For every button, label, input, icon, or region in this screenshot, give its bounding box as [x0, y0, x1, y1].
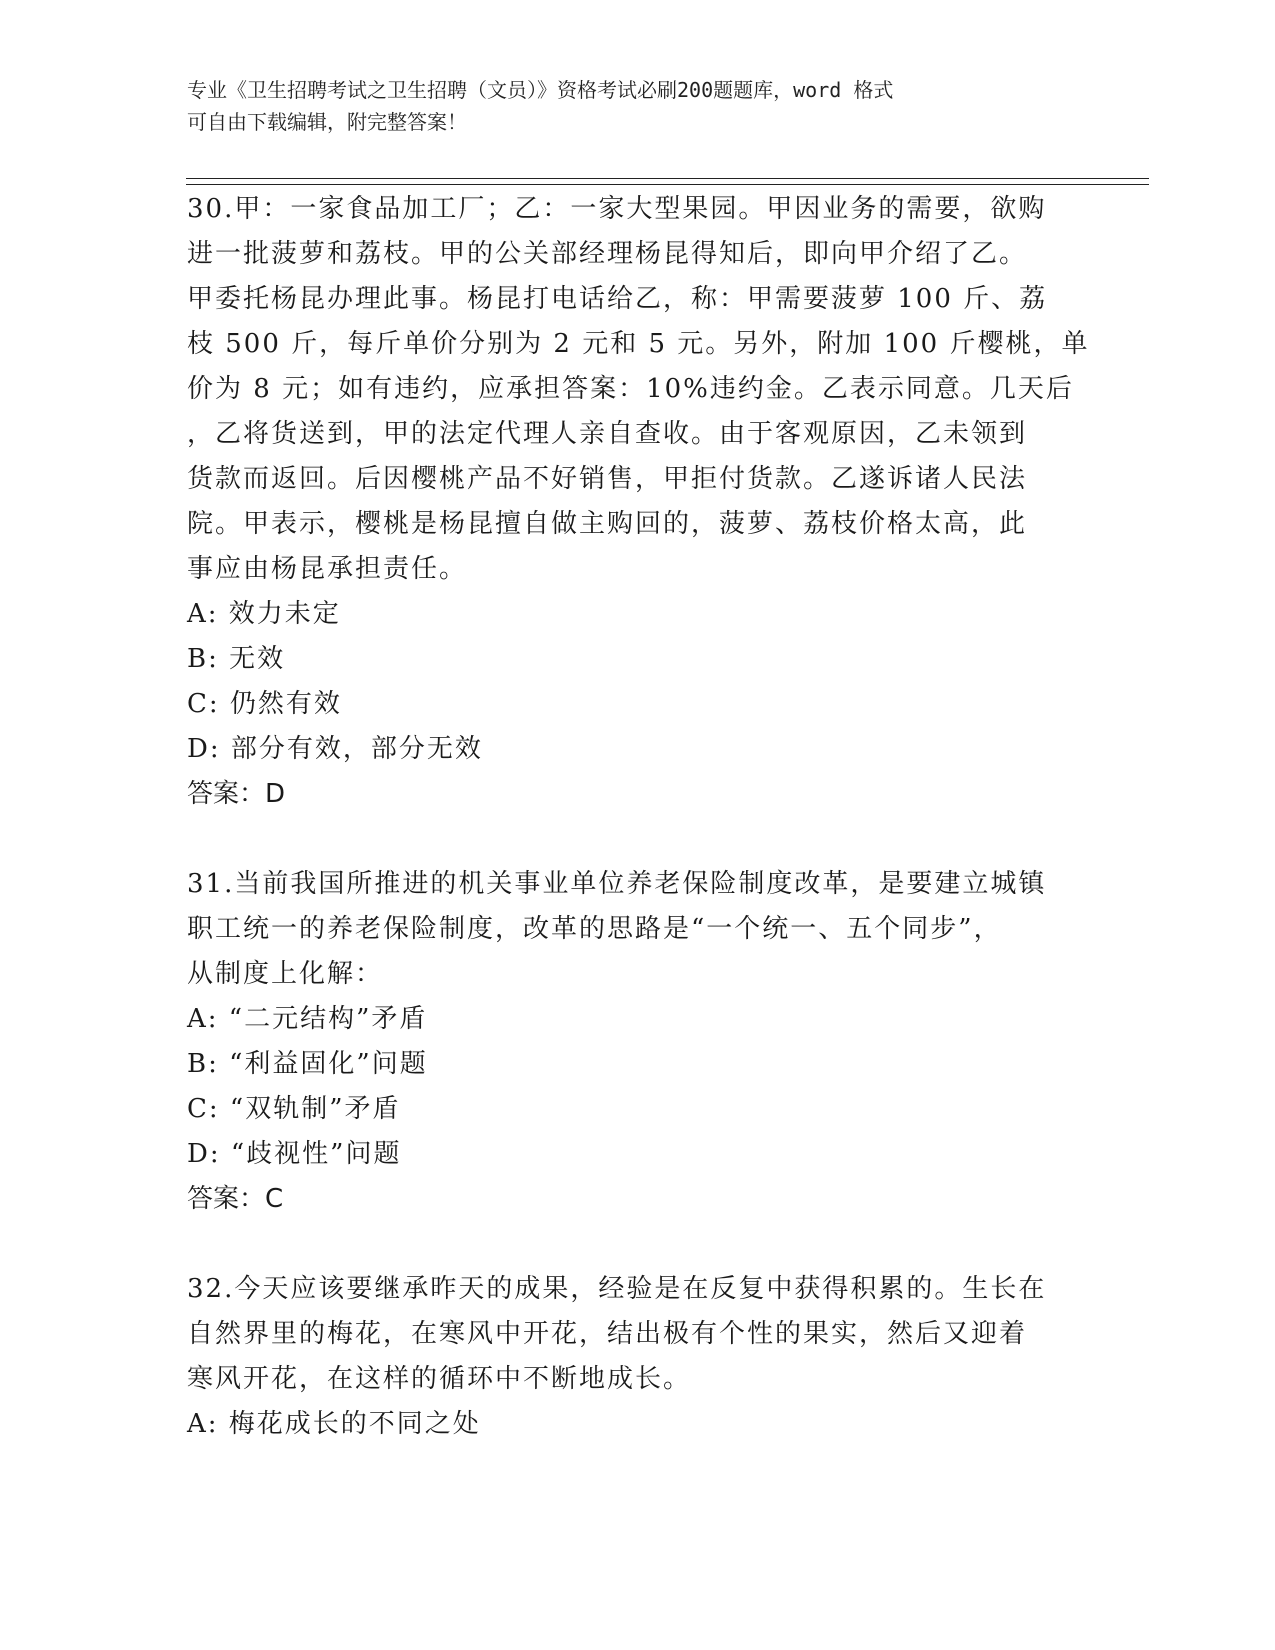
question-list	[187, 187, 1090, 1447]
option-d: D: “歧视性”问题	[187, 1139, 402, 1169]
question-spacer	[187, 817, 1087, 862]
question-30	[187, 187, 1090, 817]
option-c: C: 仍然有效	[187, 689, 342, 719]
question-31	[187, 862, 1087, 1222]
option-b: B: “利益固化”问题	[187, 1049, 428, 1079]
question-text-line: 枝 500 斤，每斤单价分别为 2 元和 5 元。另外，附加 100 斤樱桃，单	[187, 329, 1090, 359]
question-text-line: 30.甲：一家食品加工厂；乙：一家大型果园。甲因业务的需要，欲购	[187, 194, 1047, 224]
answer-label: 答案：D	[187, 779, 286, 809]
option-a: A: 梅花成长的不同之处	[187, 1409, 481, 1439]
question-text-line: 院。甲表示，樱桃是杨昆擅自做主购回的，菠萝、荔枝价格太高，此	[187, 509, 1028, 539]
question-text-line: 31.当前我国所推进的机关事业单位养老保险制度改革，是要建立城镇	[187, 869, 1047, 899]
question-text-line: ，乙将货送到，甲的法定代理人亲自查收。由于客观原因，乙未领到	[187, 419, 1028, 449]
question-text-line: 32.今天应该要继承昨天的成果，经验是在反复中获得积累的。生长在	[187, 1274, 1047, 1304]
question-text-line: 进一批菠萝和荔枝。甲的公关部经理杨昆得知后，即向甲介绍了乙。	[187, 239, 1028, 269]
header-divider-top	[186, 178, 1149, 179]
question-text-line: 寒风开花，在这样的循环中不断地成长。	[187, 1364, 692, 1394]
question-text-line: 价为 8 元；如有违约，应承担答案：10%违约金。乙表示同意。几天后	[187, 374, 1074, 404]
question-text-line: 事应由杨昆承担责任。	[187, 554, 468, 584]
question-text-line: 从制度上化解：	[187, 959, 384, 989]
question-text-line: 甲委托杨昆办理此事。杨昆打电话给乙，称：甲需要菠萝 100 斤、荔	[187, 284, 1048, 314]
document-header	[187, 74, 1087, 138]
question-32	[187, 1267, 1087, 1447]
question-text-line: 货款而返回。后因樱桃产品不好销售，甲拒付货款。乙遂诉诸人民法	[187, 464, 1028, 494]
header-divider-bottom	[186, 184, 1149, 185]
answer-label: 答案：C	[187, 1184, 284, 1214]
header-line-1: 专业《卫生招聘考试之卫生招聘（文员）》资格考试必刷200题题库，word 格式	[187, 78, 894, 102]
option-d: D: 部分有效，部分无效	[187, 734, 483, 764]
question-text-line: 自然界里的梅花，在寒风中开花，结出极有个性的果实，然后又迎着	[187, 1319, 1028, 1349]
option-a: A: “二元结构”矛盾	[187, 1004, 428, 1034]
question-spacer	[187, 1222, 1087, 1267]
option-c: C: “双轨制”矛盾	[187, 1094, 401, 1124]
option-b: B: 无效	[187, 644, 286, 674]
question-text-line: 职工统一的养老保险制度，改革的思路是“一个统一、五个同步”，	[187, 914, 1002, 944]
option-a: A: 效力未定	[187, 599, 341, 629]
header-line-2: 可自由下载编辑，附完整答案！	[187, 110, 467, 134]
